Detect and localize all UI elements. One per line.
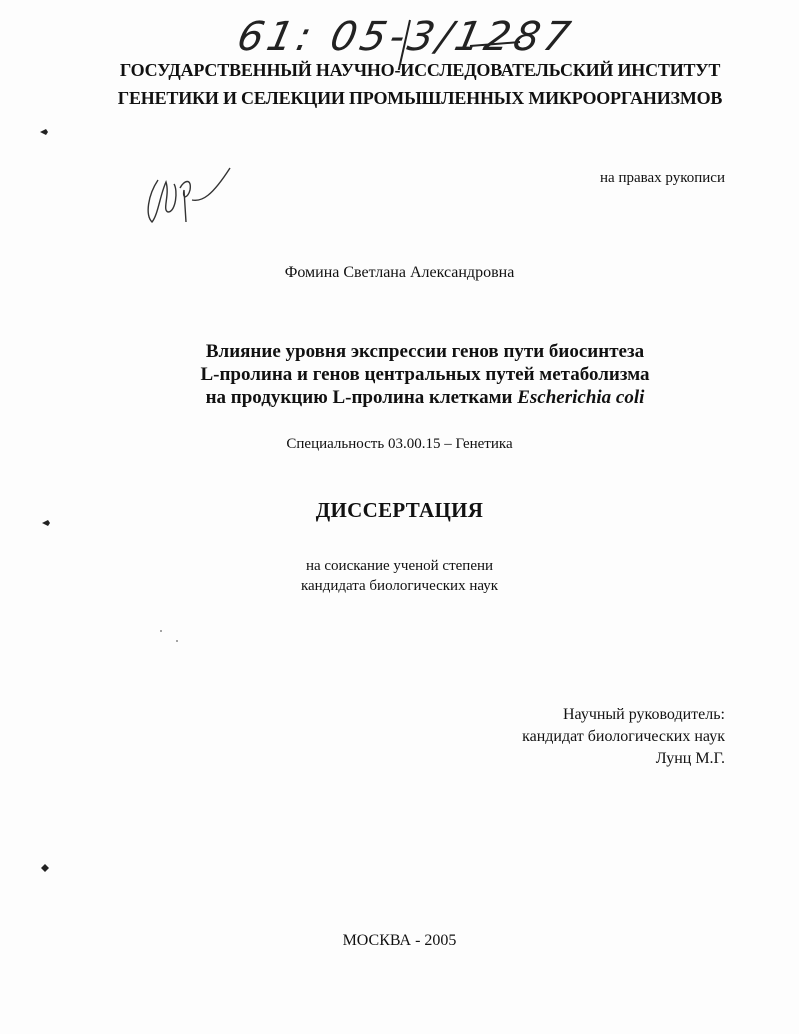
document-type: ДИССЕРТАЦИЯ (315, 498, 484, 522)
author-name: Фомина Светлана Александровна (284, 264, 515, 281)
scientific-supervisor (522, 704, 725, 770)
organism-name: Escherichia coli (517, 387, 645, 408)
archive-number-text: 61: 05-3/1287 (233, 12, 579, 60)
degree-line-2: кандидата биологических наук (300, 578, 499, 594)
institute-name (60, 56, 780, 112)
title-line-1: Влияние уровня экспрессии генов пути биосинтеза (205, 341, 645, 362)
specialty: Специальность 03.00.15 – Генетика (286, 436, 513, 452)
institute-line-1: ГОСУДАРСТВЕННЫЙ НАУЧНО-ИССЛЕДОВАТЕЛЬСКИЙ ИНСТИТУТ (119, 60, 721, 80)
scan-speck (176, 640, 178, 642)
scan-mark-bottom (41, 864, 49, 872)
supervisor-label: Научный руководитель: (562, 706, 725, 723)
degree-line-1: на соискание ученой степени (305, 558, 494, 574)
supervisor-name: Лунц М.Г. (655, 750, 725, 767)
title-line-2: L-пролина и генов центральных путей метаболизма (200, 364, 650, 385)
degree-sought (0, 556, 799, 596)
institute-line-2: ГЕНЕТИКИ И СЕЛЕКЦИИ ПРОМЫШЛЕННЫХ МИКРООРГАНИЗМОВ (117, 88, 723, 108)
title-line-3-text: на продукцию L-пролина клетками (205, 387, 518, 408)
supervisor-degree: кандидат биологических наук (522, 728, 725, 745)
rights-note: на правах рукописи (600, 170, 725, 186)
dissertation-title (100, 340, 750, 409)
scan-mark-top (40, 128, 48, 136)
title-line-3 (100, 386, 750, 409)
city-year: МОСКВА - 2005 (342, 932, 457, 949)
scan-speck (160, 630, 162, 632)
handwritten-signature (140, 160, 240, 230)
